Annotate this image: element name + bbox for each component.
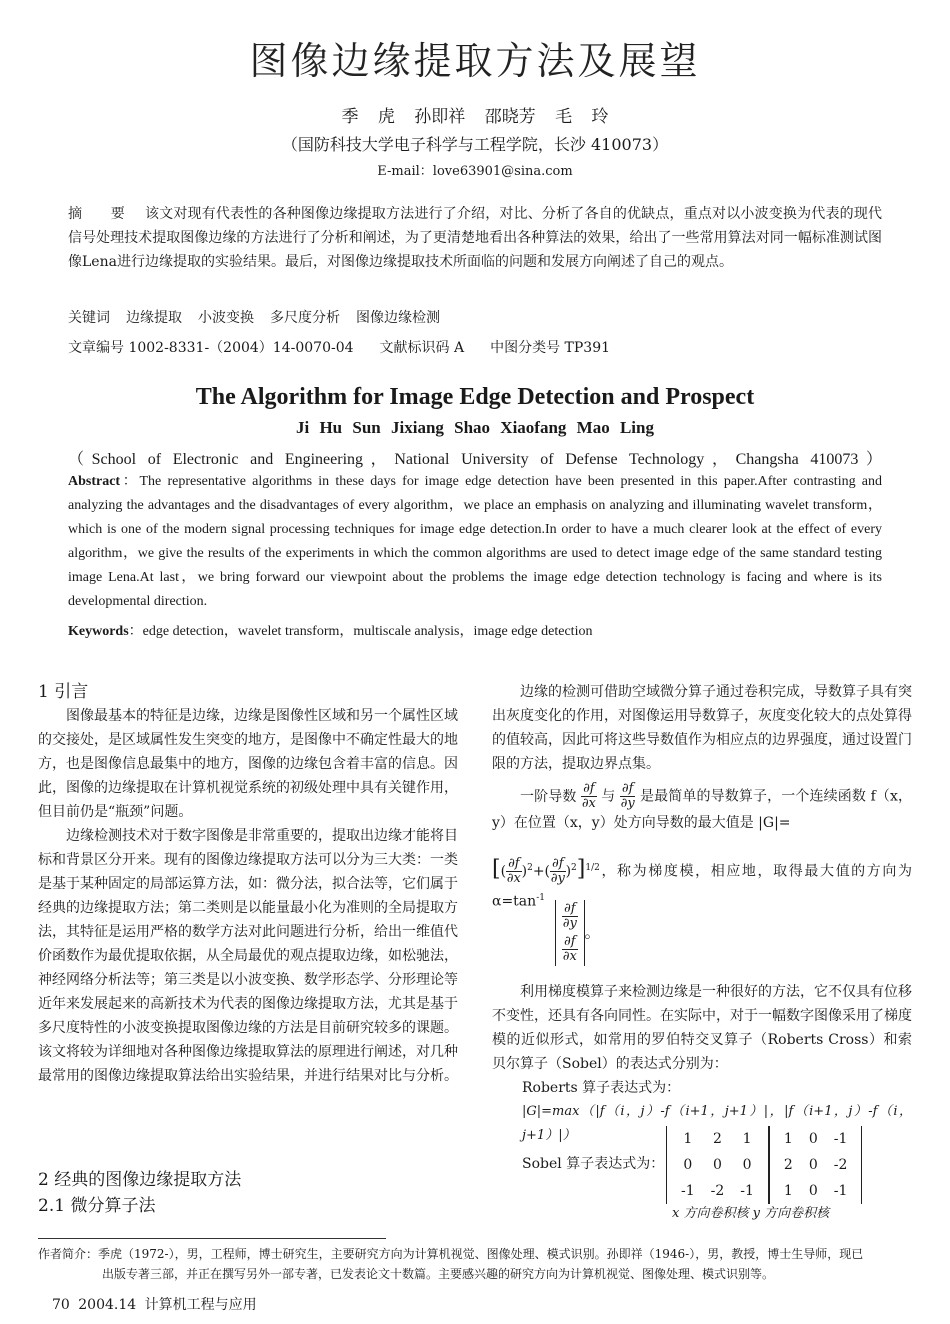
- keyword: 小波变换: [198, 310, 254, 326]
- keywords-en: [68, 620, 882, 644]
- affiliation-cn: （国防科技大学电子科学与工程学院，长沙 410073）: [281, 135, 669, 154]
- authors-en: Ji Hu Sun Jixiang Shao Xiaofang Mao Ling: [295, 418, 654, 437]
- sobel-caption: x 方向卷积核 y 方向卷积核: [672, 1206, 830, 1221]
- classification-number: 中图分类号 TP391: [490, 340, 611, 356]
- footnote-divider: [38, 1238, 386, 1239]
- gradient-magnitude-formula: [( $\frac{\partial f}{\partial x}$ )$^2$+( $\frac{\partial f}{\partial y}$ )$^2$]$^{1/2}$，称为梯度模，相应地，取得最大值的方向为 $\alpha=\tan^{-1}$: [492, 856, 912, 910]
- document-code: 文献标识码 A: [379, 340, 465, 356]
- paper-title-cn: 图像边缘提取方法及展望: [249, 39, 701, 83]
- gradient-paragraph: 一阶导数 $\frac{\partial f}{\partial x}$ 与 $\frac{\partial f}{\partial y}$ 是最简单的导数算子，一个连续函数 f（x，y）在位置（x，y）处方向导数的最大值是 |G|=: [492, 781, 913, 831]
- keywords-en-text: ：edge detection，wavelet transform，multiscale analysis，image edge detection: [128, 624, 593, 639]
- abstract-cn-text: 该文对现有代表性的各种图像边缘提取方法进行了介绍，对比、分析了各自的优缺点，重点对以小波变换为代表的现代信号处理技术提取图像边缘的方法进行了分析和阐述，为了更清楚地看出各种算法的效果，给出了一些常用算法对同一幅标准测试图像Lena进行边缘提取的实验结果。最后，对图像边缘提取技术所面临的问题和发展方向阐述了自己的观点。: [68, 206, 882, 270]
- section-2-title: 2 经典的图像边缘提取方法: [38, 1170, 242, 1190]
- section-2-1-title: 2.1 微分算子法: [38, 1196, 156, 1216]
- operator-paragraph: [492, 980, 912, 1076]
- abstract-en-text: ：The representative algorithms in these days for image edge detection have been presented in this paper.After contrasting and analyzing the advantages and the disadvantages of every algorithm，we place an emphasis on analyzing and illuminating wavelet transform，which is one of the modern signal processing techniques for image edge detection.In order to have a much clearer look at the effect of every algorithm，we give the results of the experiments in which the common algorithms are used to detect image edge of the same standard testing image Lena.At last，we bring forward our viewpoint about the problems the image edge detection technology is facing and where is its developmental direction.: [68, 474, 882, 609]
- sobel-y-kernel: 1 0 -1 2 0 -2 1 0 -1: [769, 1126, 862, 1204]
- abstract-en-label: Abstract: [68, 474, 121, 489]
- keyword: 图像边缘检测: [356, 310, 440, 326]
- keywords-en-label: Keywords: [68, 624, 129, 639]
- sobel-kernels: [666, 1126, 862, 1204]
- sobel-x-kernel: 1 2 1 0 0 0 -1 -2 -1: [666, 1126, 769, 1204]
- abstract-cn: [68, 202, 882, 274]
- paragraph: 利用梯度模算子来检测边缘是一种很好的方法，它不仅具有位移不变性，还具有各向同性。在实际中，对于一幅数字图像采用了梯度模的近似形式，如常用的罗伯特交叉算子（Roberts Cross）和索贝尔算子（Sobel）的表达式分别为：: [492, 984, 912, 1072]
- sobel-label: Sobel 算子表达式为：: [522, 1156, 665, 1172]
- partial-derivative-y: $\frac{\partial f}{\partial y}$: [620, 781, 635, 811]
- paper-title-en: The Algorithm for Image Edge Detection and Prospect: [195, 384, 755, 410]
- section-1-title: 1 引言: [38, 682, 89, 702]
- article-meta-cn: [68, 336, 882, 360]
- keywords-cn-label: 关键词: [68, 310, 110, 326]
- roberts-label: Roberts 算子表达式为：: [522, 1080, 681, 1096]
- keyword: 边缘提取: [126, 310, 182, 326]
- author-email: E-mail：love63901@sina.com: [377, 164, 573, 179]
- article-number: 文章编号 1002-8331-（2004）14-0070-04: [68, 340, 354, 356]
- author-footnote: 作者简介：季虎（1972-），男，工程师，博士研究生，主要研究方向为计算机视觉、图像处理、模式识别。孙即祥（1946-），男，教授，博士生导师，现已 出版专著三部，并正在撰写另外一部专著，已发表论文十数篇。主要感兴趣的研究方向为计算机视觉、图像处理、模式识别等。: [38, 1247, 864, 1281]
- abstract-cn-label: 摘 要: [68, 206, 137, 222]
- paragraph: 边缘检测技术对于数字图像是非常重要的，提取出边缘才能将目标和背景区分开来。现有的图像边缘提取方法可以分为三大类：一类是基于某种固定的局部运算方法，如：微分法，拟合法等，它们属于经典的边缘提取方法；第二类则是以能量最小化为准则的全局提取方法，其特征是运用严格的数学方法对此问题进行分析，给出一维值代价函数作为最优提取依据，从全局最优的观点提取边缘，如松驰法，神经网络分析法等；第三类是以小波变换、数学形态学、分形理论等近年来发展起来的高新技术为代表的图像边缘提取方法，尤其是基于多尺度特性的小波变换提取图像边缘的方法是目前研究较多的课题。该文将较为详细地对各种图像边缘提取算法的原理进行阐述，对几种最常用的图像边缘提取算法给出实验结果，并进行结果对比与分析。: [38, 828, 458, 1084]
- paragraph: 边缘的检测可借助空域微分算子通过卷积完成，导数算子具有突出灰度变化的作用，对图像运用导数算子，灰度变化较大的点处算得的值较高，因此可将这些导数值作为相应点的边界强度，通过设置门限的方法，提取边界点集。: [492, 684, 912, 772]
- abstract-en: [68, 470, 882, 614]
- page-footer: 70 2004.14 计算机工程与应用: [52, 1297, 257, 1313]
- paragraph: 图像最基本的特征是边缘，边缘是图像性区域和另一个属性区域的交接处，是区域属性发生突变的地方，是图像中不确定性最大的地方，也是图像信息最集中的地方，图像的边缘包含着丰富的信息。因此，图像的边缘提取在计算机视觉系统的初级处理中具有关键作用，但目前仍是“瓶颈”问题。: [38, 708, 458, 820]
- roberts-formula: |G|=max（|f（i，j）-f（i+1，j+1）|，|f（i+1，j）-f（i，j+1）|）: [522, 1104, 912, 1143]
- authors-cn: 季 虎 孙即祥 邵晓芳 毛 玲: [341, 107, 609, 127]
- keyword: 多尺度分析: [270, 310, 340, 326]
- keywords-cn: [68, 306, 882, 330]
- affiliation-en: （School of Electronic and Engineering，National University of Defense Technology，Changsha 410073）: [68, 451, 882, 468]
- left-column: [38, 680, 458, 1088]
- right-column-intro: [492, 680, 912, 776]
- gradient-direction-formula: ∂f ∂y ∂f ∂x 。: [555, 900, 601, 966]
- partial-derivative-x: $\frac{\partial f}{\partial x}$: [581, 781, 596, 811]
